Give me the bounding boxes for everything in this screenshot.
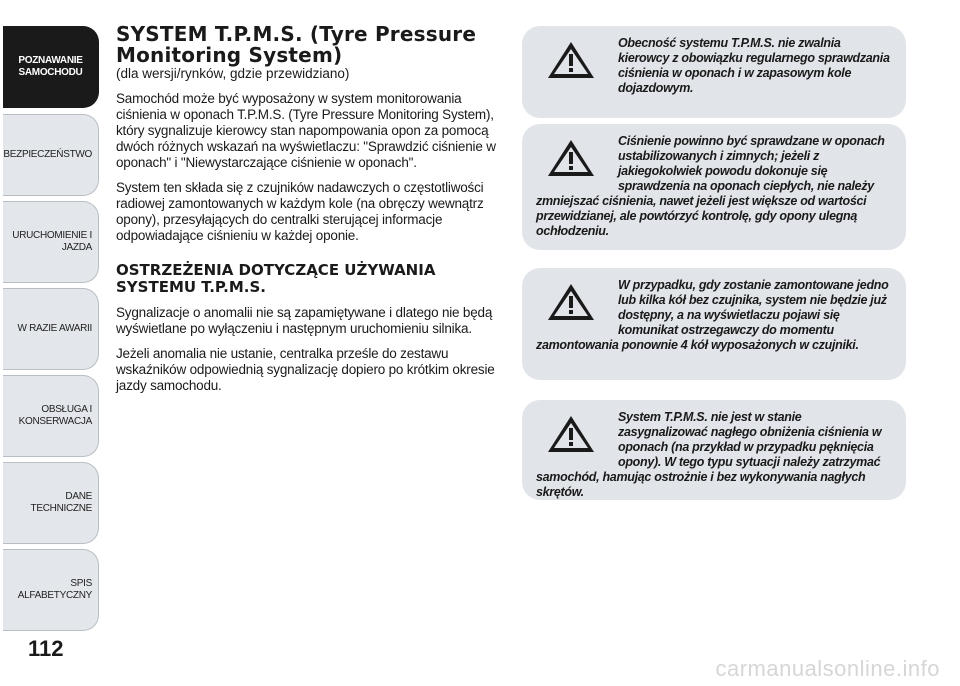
warning-box [522,400,906,500]
warning-box [522,124,906,250]
page-number: 112 [28,636,64,661]
tab-bezpieczenstwo[interactable]: BEZPIECZEŃSTWO [3,114,99,196]
warning-text: System T.P.M.S. nie jest w stanie zasygnalizować nagłego obniżenia ciśnienia w oponach (na przykład w przypadku pęknięcia opony). W tego typu sytuacji należy zatrzymać samochód, hamując ostrożnie i bez wykonywania nagłych skrętów. [536,410,882,499]
tab-w-razie-awarii[interactable]: W RAZIE AWARII [3,288,99,370]
paragraph: Sygnalizacje o anomalii nie są zapamiętywane i dlatego nie będą wyświetlane po wyłączeniu i następnym uruchomieniu silnika. [116,305,493,336]
tab-obsluga-i-konserwacja[interactable]: OBSŁUGA I KONSERWACJA [3,375,99,457]
warning-text: Obecność systemu T.P.M.S. nie zwalnia kierowcy z obowiązku regularnego sprawdzania ciśnienia w oponach i w zapasowym kole dojazdowym. [618,36,890,95]
warning-text: Ciśnienie powinno być sprawdzane w oponach ustabilizowanych i zimnych; jeżeli z jakiegokolwiek powodu dokonuje się sprawdzenia na oponach ciepłych, nie należy zmniejszać ciśnienia, nawet jeżeli jest większe od wartości przewidzianej, ale powtórzyć kontrolę, gdy opony ulegną ochłodzeniu. [536,134,885,238]
warning-triangle-icon [546,40,596,80]
paragraph: System ten składa się z czujników nadawczych o częstotliwości radiowej zamontowanych w każdym kole (na obręczy wewnątrz opony), przesyłających do centralki sterującej informacje odpowiadające ciśnieniu w każdej oponie. [116,180,484,243]
main-content [116,24,498,403]
page-subtitle: (dla wersji/rynków, gdzie przewidziano) [116,66,350,81]
tab-uruchomienie-i-jazda[interactable]: URUCHOMIENIE I JAZDA [3,201,99,283]
warning-triangle-icon [546,138,596,178]
warning-box [522,26,906,118]
warning-triangle-icon [546,414,596,454]
watermark: carmanualsonline.info [715,656,940,681]
warning-box [522,268,906,380]
warning-triangle-icon [546,282,596,322]
page-title: SYSTEM T.P.M.S. (Tyre Pressure Monitoring System) [116,22,477,67]
tab-spis-alfabetyczny[interactable]: SPIS ALFABETYCZNY [3,549,99,631]
section-title: OSTRZEŻENIA DOTYCZĄCE UŻYWANIA SYSTEMU T.P.M.S. [116,261,436,296]
paragraph: Samochód może być wyposażony w system monitorowania ciśnienia w oponach T.P.M.S. (Tyre Pressure Monitoring System), który sygnalizuje kierowcy stan napompowania opon za pomocą dwóch różnych wskazań na wyświetlaczu: "Sprawdzić ciśnienie w oponach" i "Niewystarczające ciśnienie w oponach". [116,91,496,170]
paragraph: Jeżeli anomalia nie ustanie, centralka prześle do zestawu wskaźników odpowiednią sygnalizację dopiero po krótkim okresie jazdy samochodu. [116,346,495,393]
tab-dane-techniczne[interactable]: DANE TECHNICZNE [3,462,99,544]
tab-poznawanie-samochodu[interactable]: POZNAWANIE SAMOCHODU [3,26,99,108]
warning-text: W przypadku, gdy zostanie zamontowane jedno lub kilka kół bez czujnika, system nie będzie już dostępny, a na wyświetlaczu pojawi się komunikat ostrzegawczy do momentu zamontowania ponownie 4 kół wyposażonych w czujniki. [536,278,889,352]
